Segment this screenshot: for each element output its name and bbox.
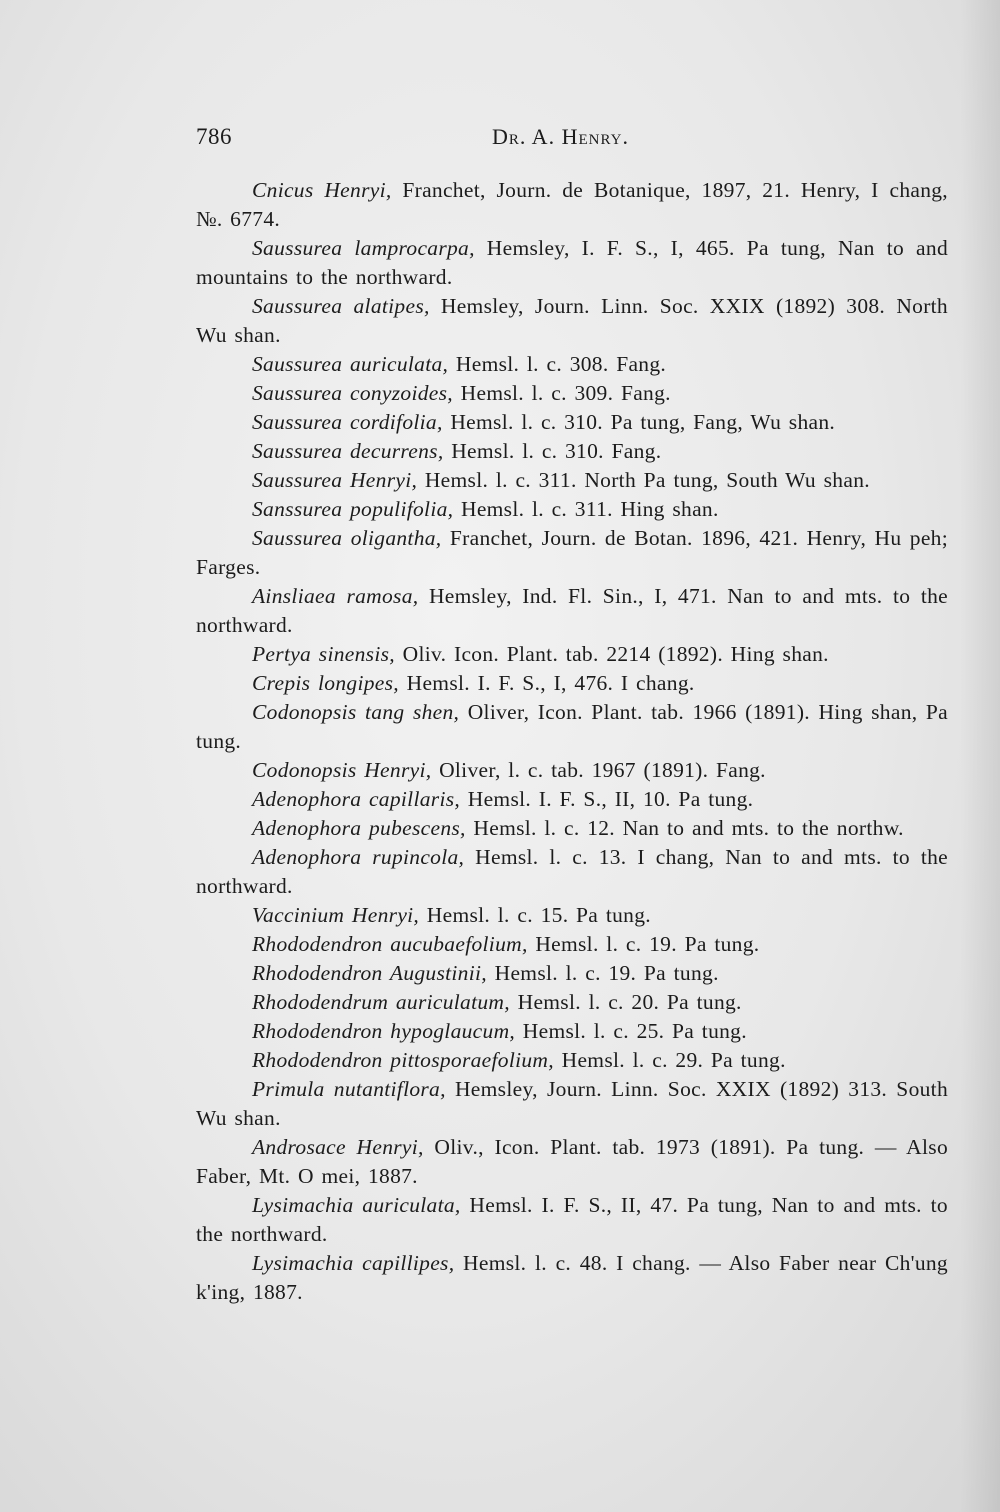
species-citation: Hemsl. l. c. 309. Fang. xyxy=(452,381,671,405)
species-entry xyxy=(196,1191,948,1249)
species-name: Adenophora capillaris, xyxy=(252,787,461,811)
species-name: Saussurea lamprocarpa, xyxy=(252,236,475,260)
species-name: Pertya sinensis, xyxy=(252,642,395,666)
species-citation: Hemsley, I. F. S., I, 465. Pa tung, Nan to and mountains to the northward. xyxy=(196,236,948,289)
species-entry xyxy=(196,669,948,698)
species-entry xyxy=(196,901,948,930)
species-entry xyxy=(196,1075,948,1133)
species-citation: Hemsley, Journ. Linn. Soc. XXIX (1892) 313. South Wu shan. xyxy=(196,1077,948,1130)
species-citation: Hemsl. l. c. 25. Pa tung. xyxy=(515,1019,747,1043)
species-entry xyxy=(196,1133,948,1191)
species-citation: Hemsl. I. F. S., I, 476. I chang. xyxy=(398,671,695,695)
species-entry xyxy=(196,582,948,640)
species-entry xyxy=(196,495,948,524)
species-entry xyxy=(196,640,948,669)
page-number: 786 xyxy=(196,124,232,149)
running-head: Dr. A. Henry. xyxy=(492,124,629,149)
species-citation: Hemsl. l. c. 19. Pa tung. xyxy=(486,961,719,985)
species-entry xyxy=(196,814,948,843)
species-citation: Hemsl. l. c. 12. Nan to and mts. to the northw. xyxy=(465,816,904,840)
species-citation: Hemsl. l. c. 311. North Pa tung, South Wu shan. xyxy=(417,468,870,492)
species-name: Cnicus Henryi, xyxy=(252,178,392,202)
species-name: Saussurea decurrens, xyxy=(252,439,444,463)
species-entry xyxy=(196,466,948,495)
page-header xyxy=(196,124,956,158)
species-entry xyxy=(196,292,948,350)
species-entry xyxy=(196,379,948,408)
species-entry xyxy=(196,843,948,901)
species-name: Saussurea auriculata, xyxy=(252,352,449,376)
species-entry xyxy=(196,959,948,988)
species-entry xyxy=(196,524,948,582)
species-name: Rhododendrum auriculatum, xyxy=(252,990,510,1014)
species-name: Adenophora rupincola, xyxy=(252,845,465,869)
species-citation: Hemsl. l. c. 310. Fang. xyxy=(443,439,662,463)
species-name: Sanssurea populifolia, xyxy=(252,497,454,521)
species-entry xyxy=(196,1249,948,1307)
species-citation: Hemsl. l. c. 15. Pa tung. xyxy=(419,903,651,927)
species-entry xyxy=(196,176,948,234)
species-citation: Hemsl. l. c. 311. Hing shan. xyxy=(453,497,719,521)
species-name: Crepis longipes, xyxy=(252,671,399,695)
species-name: Rhododendron aucubaefolium, xyxy=(252,932,528,956)
species-name: Saussurea conyzoides, xyxy=(252,381,453,405)
species-citation: Oliv. Icon. Plant. tab. 2214 (1892). Hing shan. xyxy=(394,642,829,666)
species-citation: Hemsl. l. c. 308. Fang. xyxy=(448,352,667,376)
species-entry xyxy=(196,930,948,959)
species-entry xyxy=(196,988,948,1017)
species-name: Androsace Henryi, xyxy=(252,1135,424,1159)
species-entry xyxy=(196,1017,948,1046)
species-citation: Franchet, Journ. de Botanique, 1897, 21. Henry, I chang, №. 6774. xyxy=(196,178,948,231)
species-name: Saussurea Henryi, xyxy=(252,468,418,492)
species-name: Lysimachia capillipes, xyxy=(252,1251,455,1275)
species-name: Adenophora pubescens, xyxy=(252,816,466,840)
species-name: Rhododendron Augustinii, xyxy=(252,961,487,985)
species-citation: Hemsley, Journ. Linn. Soc. XXIX (1892) 308. North Wu shan. xyxy=(196,294,948,347)
species-citation: Hemsl. l. c. 29. Pa tung. xyxy=(553,1048,786,1072)
species-entry xyxy=(196,756,948,785)
species-name: Primula nutantiflora, xyxy=(252,1077,446,1101)
species-citation: Hemsl. l. c. 19. Pa tung. xyxy=(527,932,760,956)
species-name: Rhododendron hypoglaucum, xyxy=(252,1019,516,1043)
species-entry xyxy=(196,408,948,437)
species-citation: Hemsl. I. F. S., II, 10. Pa tung. xyxy=(460,787,754,811)
species-citation: Oliver, Icon. Plant. tab. 1966 (1891). Hing shan, Pa tung. xyxy=(196,700,949,753)
species-citation: Hemsl. l. c. 20. Pa tung. xyxy=(509,990,742,1014)
species-citation: Oliver, l. c. tab. 1967 (1891). Fang. xyxy=(431,758,766,782)
species-entry xyxy=(196,437,948,466)
species-name: Lysimachia auriculata, xyxy=(252,1193,461,1217)
species-entry xyxy=(196,785,948,814)
species-name: Rhododendron pittosporaefolium, xyxy=(252,1048,554,1072)
species-name: Ainsliaea ramosa, xyxy=(252,584,419,608)
species-name: Vaccinium Henryi, xyxy=(252,903,420,927)
species-name: Saussurea cordifolia, xyxy=(252,410,443,434)
species-citation: Hemsl. I. F. S., II, 47. Pa tung, Nan to and mts. to the northward. xyxy=(196,1193,948,1246)
species-name: Saussurea alatipes, xyxy=(252,294,430,318)
species-citation: Hemsley, Ind. Fl. Sin., I, 471. Nan to and mts. to the northward. xyxy=(196,584,948,637)
species-entry xyxy=(196,1046,948,1075)
species-entry xyxy=(196,698,948,756)
species-name: Codonopsis tang shen, xyxy=(252,700,460,724)
species-entry xyxy=(196,350,948,379)
species-citation: Oliv., Icon. Plant. tab. 1973 (1891). Pa tung. — Also Faber, Mt. O mei, 1887. xyxy=(196,1135,948,1188)
species-citation: Franchet, Journ. de Botan. 1896, 421. Henry, Hu peh; Farges. xyxy=(196,526,948,579)
species-name: Codonopsis Henryi, xyxy=(252,758,432,782)
species-entry xyxy=(196,234,948,292)
species-list xyxy=(196,176,948,1307)
species-citation: Hemsl. l. c. 48. I chang. — Also Faber near Ch'ung k'ing, 1887. xyxy=(196,1251,948,1304)
species-name: Saussurea oligantha, xyxy=(252,526,442,550)
species-citation: Hemsl. l. c. 13. I chang, Nan to and mts. to the northward. xyxy=(196,845,949,898)
species-citation: Hemsl. l. c. 310. Pa tung, Fang, Wu shan. xyxy=(442,410,836,434)
